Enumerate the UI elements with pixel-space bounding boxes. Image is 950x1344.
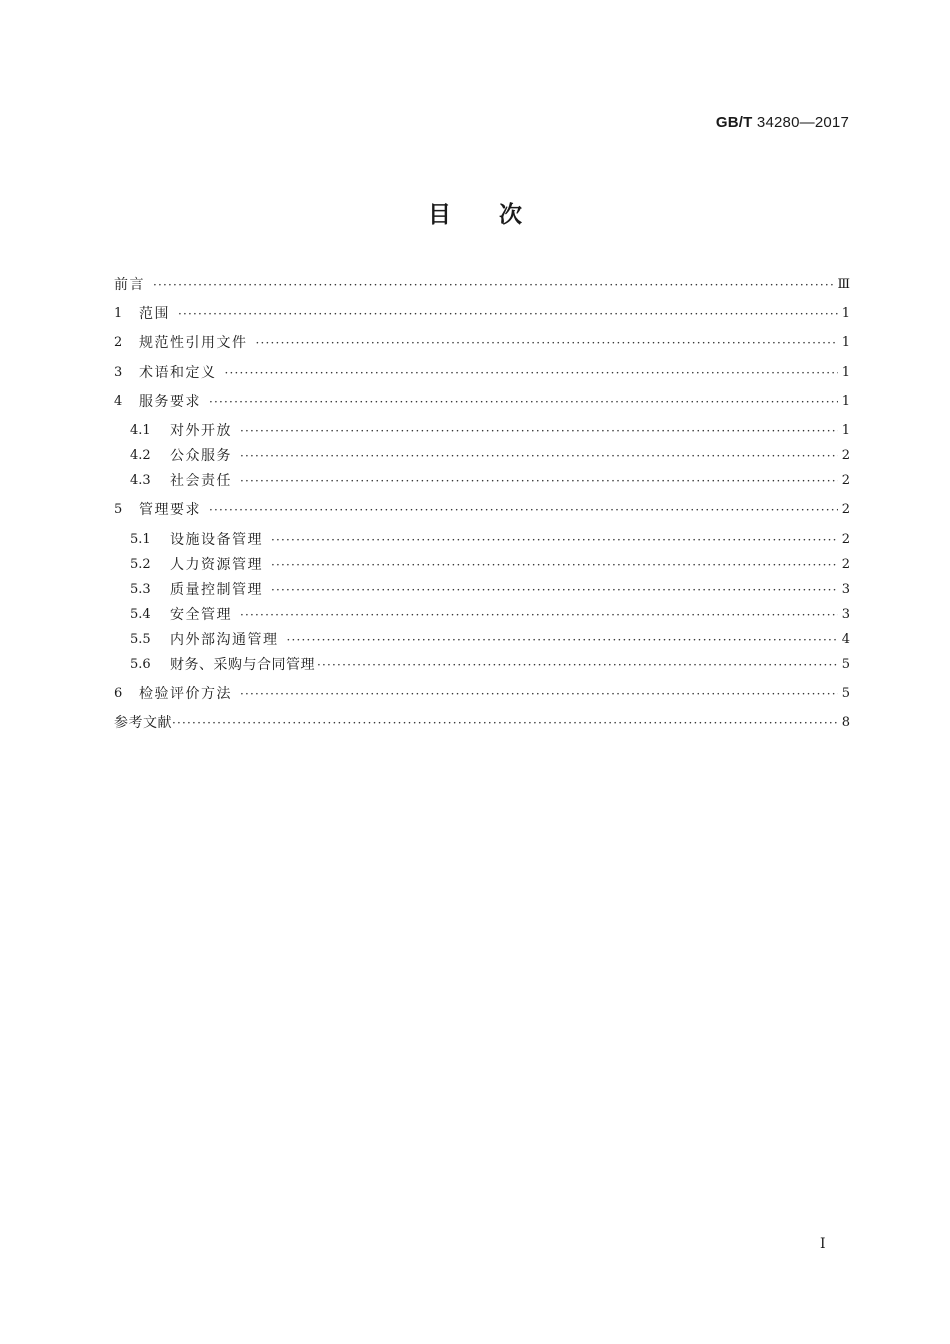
toc-entry-number: 5 bbox=[114, 502, 123, 517]
toc-dot-leader bbox=[240, 684, 838, 704]
toc-entry-number: 4.2 bbox=[130, 448, 151, 463]
toc-entry-number: 3 bbox=[114, 365, 123, 380]
toc-entry-5-6[interactable] bbox=[130, 651, 850, 675]
toc-entry-number: 4.3 bbox=[130, 473, 151, 488]
toc-entry-5[interactable] bbox=[114, 496, 850, 520]
toc-entry-number: 5.4 bbox=[130, 607, 151, 622]
toc-entry-label: 管理要求 bbox=[139, 502, 201, 518]
toc-entry-label: 社会责任 bbox=[170, 473, 232, 489]
toc-entry-5-3[interactable] bbox=[130, 576, 850, 600]
toc-entry-4-2[interactable] bbox=[130, 442, 850, 466]
page-folio: I bbox=[820, 1236, 826, 1252]
toc-entry-label: 质量控制管理 bbox=[170, 582, 263, 598]
toc-entry-number: 1 bbox=[114, 306, 123, 321]
toc-entry-page: 2 bbox=[841, 473, 850, 488]
toc-entry-label: 术语和定义 bbox=[139, 365, 217, 381]
toc-entry-number: 2 bbox=[114, 335, 123, 350]
toc-entry-page: 1 bbox=[841, 335, 850, 350]
toc-entry-label: 范围 bbox=[139, 306, 170, 322]
toc-entry-foreword[interactable] bbox=[114, 271, 850, 295]
toc-dot-leader bbox=[209, 500, 838, 520]
toc-entry-page: 4 bbox=[841, 632, 850, 647]
title-char-1: 目 bbox=[428, 202, 451, 228]
toc-entry-number: 5.1 bbox=[130, 532, 151, 547]
toc-entry-4-3[interactable] bbox=[130, 467, 850, 491]
toc-entry-page: 2 bbox=[841, 448, 850, 463]
toc-entry-5-4[interactable] bbox=[130, 601, 850, 625]
toc-entry-page: 2 bbox=[841, 532, 850, 547]
toc-entry-5-2[interactable] bbox=[130, 551, 850, 575]
toc-dot-leader bbox=[256, 333, 838, 353]
toc-entry-page: 1 bbox=[841, 306, 850, 321]
toc-entry-3[interactable] bbox=[114, 359, 850, 383]
standard-prefix: GB/T bbox=[715, 114, 753, 131]
toc-entry-label: 设施设备管理 bbox=[170, 532, 263, 548]
toc-entry-label: 人力资源管理 bbox=[170, 557, 263, 573]
toc-entry-page: 3 bbox=[841, 607, 850, 622]
toc-dot-leader bbox=[225, 363, 838, 383]
toc-entry-number: 4.1 bbox=[130, 423, 151, 438]
toc-entry-label: 规范性引用文件 bbox=[139, 335, 248, 351]
toc-dot-leader bbox=[287, 630, 838, 650]
toc-entry-label: 对外开放 bbox=[170, 423, 232, 439]
toc-entry-label: 前言 bbox=[114, 277, 145, 293]
toc-entry-label: 内外部沟通管理 bbox=[170, 632, 279, 648]
toc-dot-leader bbox=[271, 555, 838, 575]
toc-dot-leader bbox=[153, 275, 833, 295]
toc-entry-5-5[interactable] bbox=[130, 626, 850, 650]
toc-dot-leader bbox=[240, 471, 838, 491]
toc-entry-label: 公众服务 bbox=[170, 448, 232, 464]
toc-dot-leader bbox=[172, 713, 838, 733]
toc-dot-leader bbox=[317, 655, 838, 675]
toc-entry-page: 3 bbox=[841, 582, 850, 597]
toc-entry-1[interactable] bbox=[114, 300, 850, 324]
standard-code: 34280—2017 bbox=[756, 114, 849, 131]
toc-entry-5-1[interactable] bbox=[130, 526, 850, 550]
toc-dot-leader bbox=[178, 304, 838, 324]
toc-entry-number: 4 bbox=[114, 394, 123, 409]
toc-entry-number: 5.6 bbox=[130, 657, 151, 672]
title-char-2: 次 bbox=[499, 202, 522, 228]
toc-entry-page: 1 bbox=[841, 423, 850, 438]
toc-dot-leader bbox=[271, 530, 838, 550]
toc-entry-label: 服务要求 bbox=[139, 394, 201, 410]
toc-dot-leader bbox=[240, 421, 838, 441]
toc-entry-number: 6 bbox=[114, 686, 123, 701]
toc-dot-leader bbox=[271, 580, 838, 600]
toc-entry-page: 5 bbox=[841, 686, 850, 701]
toc-dot-leader bbox=[209, 392, 838, 412]
toc-entry-bibliography[interactable] bbox=[114, 709, 850, 733]
toc-entry-page: 5 bbox=[841, 657, 850, 672]
toc-entry-page: Ⅲ bbox=[837, 277, 850, 292]
toc-entry-number: 5.2 bbox=[130, 557, 151, 572]
toc-entry-page: 8 bbox=[841, 715, 850, 730]
toc-entry-label: 财务、采购与合同管理 bbox=[170, 657, 315, 673]
toc-entry-6[interactable] bbox=[114, 680, 850, 704]
toc-entry-label: 检验评价方法 bbox=[139, 686, 232, 702]
toc-dot-leader bbox=[240, 446, 838, 466]
toc-entry-label: 安全管理 bbox=[170, 607, 232, 623]
toc-dot-leader bbox=[240, 605, 838, 625]
toc-entry-page: 1 bbox=[841, 365, 850, 380]
toc-entry-number: 5.5 bbox=[130, 632, 151, 647]
toc-entry-page: 1 bbox=[841, 394, 850, 409]
toc-entry-4[interactable] bbox=[114, 388, 850, 412]
toc-entry-number: 5.3 bbox=[130, 582, 151, 597]
toc-entry-page: 2 bbox=[841, 502, 850, 517]
toc-entry-label: 参考文献 bbox=[114, 715, 172, 731]
toc-entry-2[interactable] bbox=[114, 329, 850, 353]
toc-entry-4-1[interactable] bbox=[130, 417, 850, 441]
page-title bbox=[0, 196, 950, 229]
standard-number bbox=[716, 114, 849, 131]
toc-entry-page: 2 bbox=[841, 557, 850, 572]
